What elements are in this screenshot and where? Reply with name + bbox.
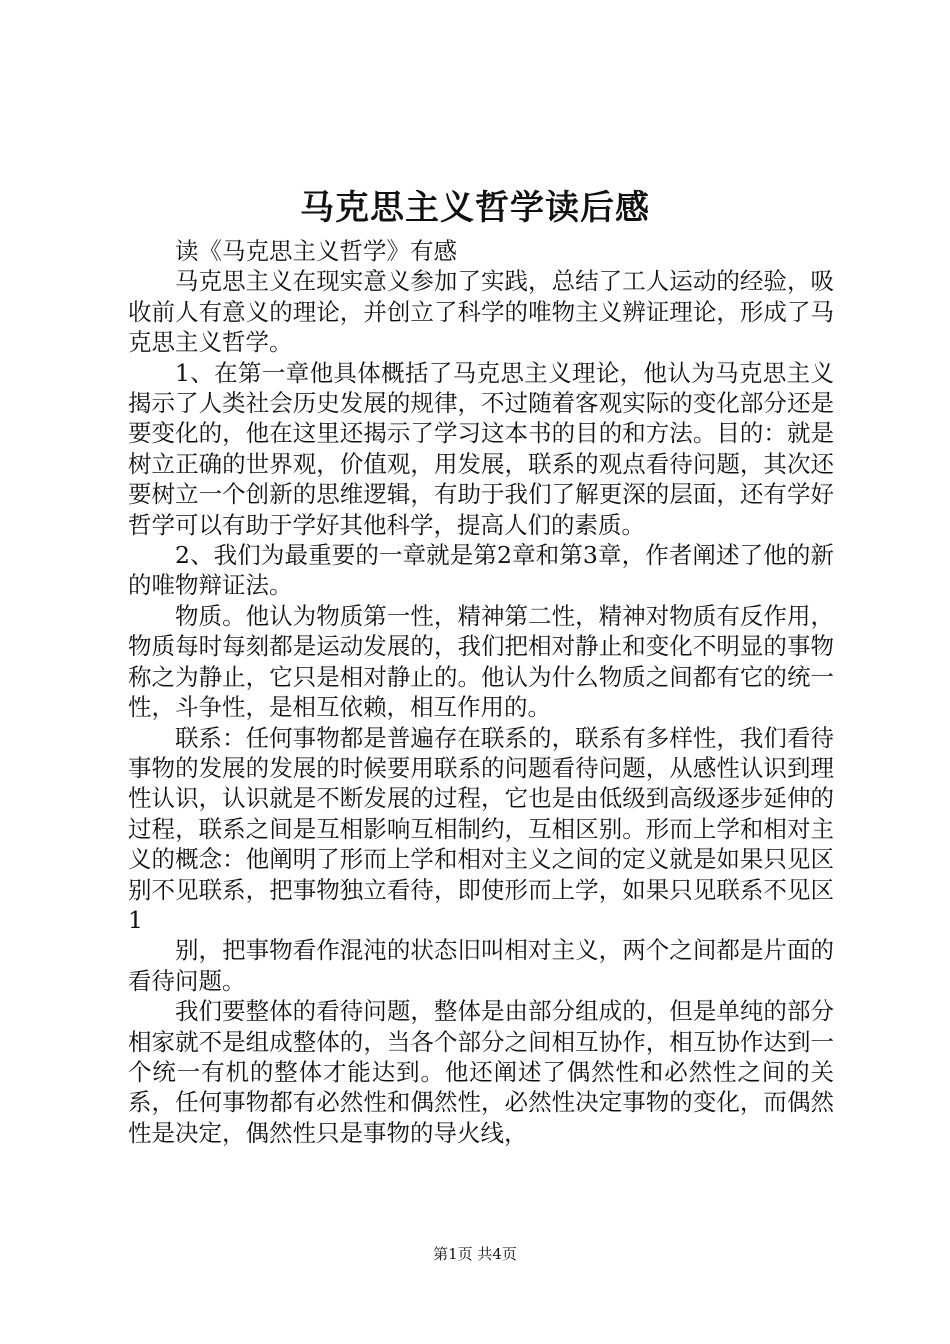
paragraph: 2、我们为最重要的一章就是第2章和第3章，作者阐述了他的新的唯物辩证法。 [128,541,834,600]
paragraph: 我们要整体的看待问题，整体是由部分组成的，但是单纯的部分相家就不是组成整体的，当各个部分之间相互协作，相互协作达到一个统一有机的整体才能达到。他还阐述了偶然性和必然性之间的关系，任何事物都有必然性和偶然性，必然性决定事物的变化，而偶然性是决定，偶然性只是事物的导火线， [128,997,834,1147]
paragraph: 读《马克思主义哲学》有感 [175,237,457,265]
paragraph: 马克思主义在现实意义参加了实践，总结了工人运动的经验，吸收前人有意义的理论，并创立了科学的唯物主义辨证理论，形成了马克思主义哲学。 [128,267,834,357]
paragraph: 别，把事物看作混沌的状态旧叫相对主义，两个之间都是片面的看待问题。 [128,936,834,995]
paragraph: 1、在第一章他具体概括了马克思主义理论，他认为马克思主义揭示了人类社会历史发展的规律，不过随着客观实际的变化部分还是要变化的，他在这里还揭示了学习这本书的目的和方法。目的：就是树立正确的世界观，价值观，用发展，联系的观点看待问题，其次还要树立一个创新的思维逻辑，有助于我们了解更深的层面，还有学好哲学可以有助于学好其他科学，提高人们的素质。 [128,358,834,539]
page-number-footer: 第1页 共4页 [433,1245,517,1263]
paragraph: 物质。他认为物质第一性，精神第二性，精神对物质有反作用，物质每时每刻都是运动发展的，我们把相对静止和变化不明显的事物称之为静止，它只是相对静止的。他认为什么物质之间都有它的统一性，斗争性，是相互依赖，相互作用的。 [128,601,834,722]
paragraph: 联系：任何事物都是普遍存在联系的，联系有多样性，我们看待事物的发展的发展的时候要用联系的问题看待问题，从感性认识到理性认识，认识就是不断发展的过程，它也是由低级到高级逐步延伸的过程，联系之间是互相影响互相制约，互相区别。形而上学和相对主义的概念：他阐明了形而上学和相对主义之间的定义就是如果只见区别不见联系，把事物独立看待，即使形而上学，如果只见联系不见区1 [128,723,834,934]
document-body [128,236,834,1148]
document-title: 马克思主义哲学读后感 [300,188,650,228]
